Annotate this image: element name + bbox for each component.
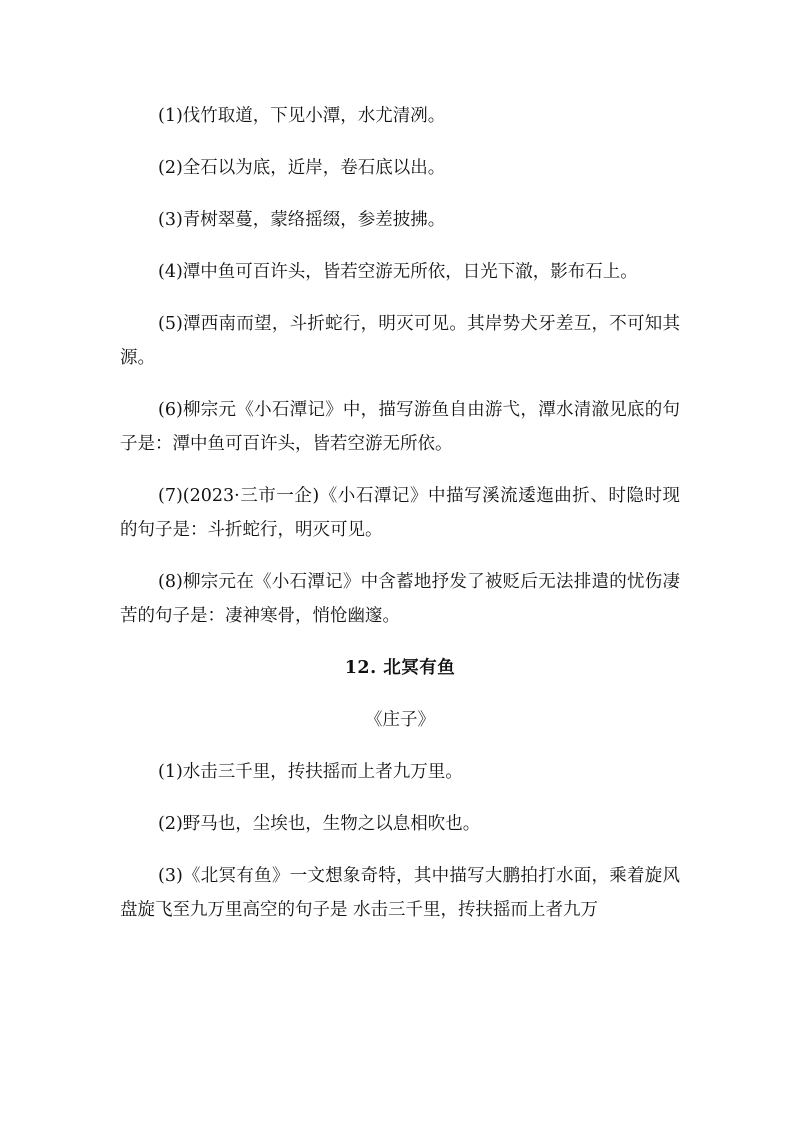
sentence-item-4: (4)潭中鱼可百许头，皆若空游无所依，日光下澈，影布石上。: [158, 262, 638, 282]
sentence-item-2: (2)全石以为底，近岸，卷石底以出。: [158, 158, 446, 178]
sentence-item-1: (1)水击三千里，抟扶摇而上者九万里。: [158, 762, 463, 782]
question-item-7: (7)(2023·三市一企)《小石潭记》中描写溪流逶迤曲折、时隐时现的句子是：斗折蛇行，明灭可见。: [120, 486, 680, 540]
document-page: [120, 99, 680, 945]
sentence-item-1: (1)伐竹取道，下见小潭，水尤清冽。: [158, 106, 446, 126]
section-source: 《庄子》: [365, 710, 435, 730]
sentence-item-5: (5)潭西南而望，斗折蛇行，明灭可见。其岸势犬牙差互，不可知其源。: [120, 314, 680, 368]
sentence-item-3: (3)青树翠蔓，蒙络摇缀，参差披拂。: [158, 210, 446, 230]
question-item-6: (6)柳宗元《小石潭记》中，描写游鱼自由游弋，潭水清澈见底的句子是：潭中鱼可百许头，皆若空游无所依。: [120, 400, 680, 454]
question-item-3: (3)《北冥有鱼》一文想象奇特，其中描写大鹏拍打水面，乘着旋风盘旋飞至九万里高空的句子是 水击三千里，抟扶摇而上者九万: [120, 866, 680, 920]
question-item-8: (8)柳宗元在《小石潭记》中含蓄地抒发了被贬后无法排遣的忧伤凄苦的句子是：凄神寒骨，悄怆幽邃。: [120, 572, 680, 626]
sentence-item-2: (2)野马也，尘埃也，生物之以息相吹也。: [158, 814, 481, 834]
section-title: 12. 北冥有鱼: [344, 658, 456, 678]
